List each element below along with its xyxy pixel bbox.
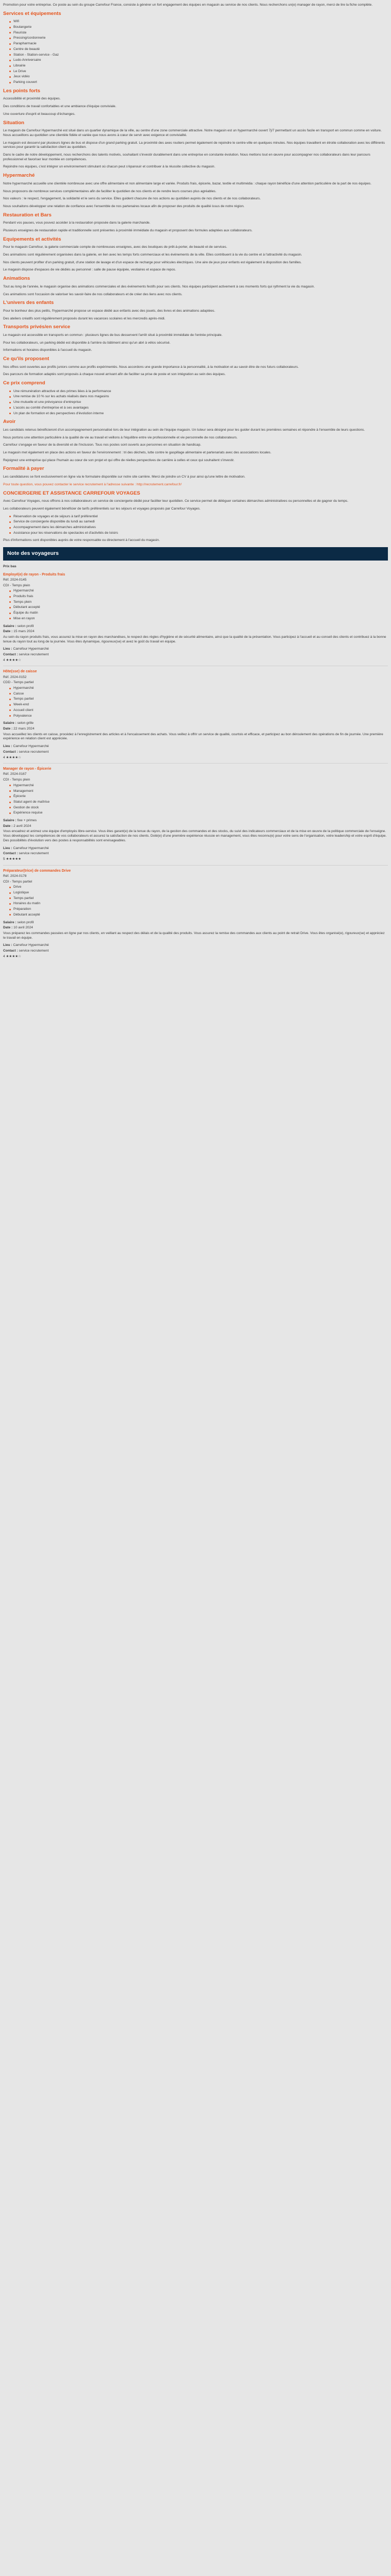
list-item: Une rémunération attractive et des primes liées à la performance [9,389,388,394]
paragraph: Une ouverture d'esprit et beaucoup d'échanges. [3,112,75,116]
offer-tag: Hypermarché [9,686,388,691]
ce-propose-heading: Ce qu'ils proposent [3,356,50,362]
offer-card [3,869,388,959]
service-item: Boulangerie [9,25,388,30]
service-item: Parapharmacie [9,42,388,46]
offer-tag: Logistique [9,891,388,895]
offer-date-label: Date : [3,630,13,634]
paragraph: Le magasin dispose d'espaces de vie dédiés au personnel : salle de pause équipée, vestiaires et espace de repos. [3,268,176,272]
offer-tag: Hypermarché [9,784,388,788]
offer-tag: Épicerie [9,794,388,799]
divider [3,865,388,866]
offer-tag: Statut agent de maîtrise [9,800,388,805]
offer-location-value: Carrefour Hypermarché [13,744,49,749]
offer-salary-label: Salaire : [3,920,17,924]
offer-tag: Temps plein [9,600,388,605]
paragraph: Dans le cadre de notre développement, nous recherchons des talents motivés, souhaitant s'investir durablement dans une entreprise en constante évolution. Nous mettons tout en œuvre pour accompagner nos collaborateurs dans leur parcours professionnel et favoriser leur montée en compétences. [3,153,370,161]
offer-location-value: Carrefour Hypermarché [13,846,49,850]
offer-contact-label: Contact : [3,750,18,754]
offer-tag: Hypermarché [9,589,388,594]
offer-date-label: Date : [3,726,13,731]
concierge-list [3,515,388,536]
paragraph: Plus d'informations sont disponibles auprès de votre responsable ou directement à l'accueil du magasin. [3,538,160,543]
paragraph: Nous souhaitons développer une relation de confiance avec l'ensemble de nos partenaires locaux afin de proposer des produits de qualité issus de notre région. [3,204,245,208]
paragraph: Le magasin met également en place des actions en faveur de l'environnement : tri des déchets, lutte contre le gaspillage alimentaire et partenariats avec des associations locales. [3,451,271,455]
offer-tags [3,885,388,917]
paragraph: Pour le magasin Carrefour, la galerie commerciale compte de nombreuses enseignes, avec des boutiques de prêt-à-porter, de beauté et de services. [3,245,227,249]
paragraph: Pendant vos pauses, vous pouvez accéder à la restauration proposée dans la galerie marchande. [3,221,151,225]
offer-date-value: 15 mars 2024 [13,630,35,634]
offer-tag: Expérience requise [9,811,388,816]
offer-tag: Polyvalence [9,714,388,719]
offer-title[interactable]: Manager de rayon - Épicerie [3,767,52,771]
paragraph[interactable]: Pour toute question, vous pouvez contacter le service recrutement à l'adresse suivante : http://recrutement.carrefour.fr/ [3,482,182,486]
offer-title[interactable]: Préparateur(trice) de commandes Drive [3,869,71,873]
offer-contact-label: Contact : [3,852,18,856]
offer-location-label: Lieu : [3,647,12,651]
offer-rating: 5 ★★★★★ [3,857,22,861]
offer-description: Au sein du rayon produits frais, vous assurez la mise en rayon des marchandises, le respect des règles d'hygiène et de sécurité alimentaire, ainsi que la qualité de la présentation. Vous participez à l'accueil et au conseil des clients et contribuez à la bonne tenue du rayon tout au long de la journée. Vous êtes dynamique, rigoureux(se) et avez le goût du travail en équipe. [3,635,386,643]
formalites-heading: Formalité à payer [3,466,44,472]
offer-tags [3,686,388,718]
offer-contact-value: service recrutement [19,852,49,856]
service-item: Parking couvert [9,80,388,85]
service-item: Centre de beauté [9,47,388,52]
offer-tag: Temps partiel [9,697,388,702]
offer-ref: Réf. 2024-0167 [3,772,27,776]
list-item: L'accès au comité d'entreprise et à ses avantages [9,406,388,411]
offer-date [3,824,388,829]
offer-description: Vous accueillez les clients en caisse, procédez à l'enregistrement des articles et à l'encaissement des achats. Vous veillez à offrir un service de qualité, courtois et efficace, et participez au bon déroulement des opérations de fin de journée. Une première expérience en relation client est appréciée. [3,732,383,741]
loisirs-section [3,300,388,321]
offer-date-value: 2 avril 2024 [13,824,31,828]
service-item: Pressing/cordonnerie [9,36,388,41]
offer-location-label: Lieu : [3,943,12,947]
formalites-section [3,466,388,487]
equipements-heading: Equipements et activités [3,236,61,242]
offer-contact [3,750,388,755]
ce-propose-section [3,356,388,377]
list-item: Un plan de formation et des perspectives d'évolution interne [9,412,388,416]
concierge-heading: CONCIERGERIE ET ASSISTANCE CARREFOUR VOYAGES [3,490,140,496]
offer-tag: Management [9,789,388,794]
paragraph: Pour les collaborateurs, un parking dédié est disponible à l'arrière du bâtiment ainsi qu'un abri à vélos sécurisé. [3,341,171,345]
offer-tag: Gestion de stock [9,806,388,810]
restauration-section [3,212,388,233]
services-section [3,11,388,85]
offer-tag: Mise en rayon [9,617,388,621]
offer-tag: Caisse [9,692,388,697]
ce-prix-section [3,380,388,416]
offer-location-value: Carrefour Hypermarché [13,943,49,947]
service-item: Jeux vidéo [9,75,388,79]
offer-contact [3,949,388,954]
points-forts-heading: Les points forts [3,88,40,94]
paragraph: Ces animations sont l'occasion de valoriser les savoir-faire de nos collaborateurs et de créer des liens avec nos clients. [3,292,183,296]
offer-description: Vous préparez les commandes passées en ligne par nos clients, en veillant au respect des délais et de la qualité des produits. Vous assurez la remise des commandes aux clients au point de retrait Drive. Vous êtes organisé(e), rigoureux(se) et appréciez le travail en équipe. [3,931,385,940]
offer-salary [3,819,388,823]
offer-salary [3,921,388,925]
offer-type: CDI - Temps partiel [3,879,32,884]
services-heading: Services et équipements [3,10,61,16]
paragraph: Des conditions de travail confortables et une ambiance d'équipe conviviale. [3,105,117,109]
paragraph: Notre hypermarché accueille une clientèle nombreuse avec une offre alimentaire et non alimentaire large et variée. Produits frais, épicerie, bazar, textile et multimédia : chaque rayon bénéficie d'une attention particulière de la part de nos équipes. [3,181,372,185]
offer-contact [3,653,388,657]
paragraph: Les candidats retenus bénéficieront d'un accompagnement personnalisé lors de leur intégration au sein de l'équipe magasin. Un tuteur sera désigné pour les guider durant les premières semaines et répondre à l'ensemble de leurs questions. [3,428,365,432]
avoir-section [3,419,388,463]
animations-heading: Animations [3,276,30,282]
offer-ref: Réf. 2024-0145 [3,578,27,582]
offer-tags [3,784,388,816]
equipements-section [3,236,388,273]
paragraph: Nos clients peuvent profiter d'un parking gratuit, d'une station de lavage et d'un espace de recharge pour véhicules électriques. Une aire de jeux pour enfants est également à disposition des familles. [3,260,302,264]
offer-ref: Réf. 2024-0152 [3,675,27,679]
offer-salary-label: Salaire : [3,721,17,725]
service-item: Wifi [9,20,388,24]
offer-tag: Débutant accepté [9,605,388,610]
paragraph: Nous portons une attention particulière à la qualité de vie au travail et veillons à l'équilibre entre vie professionnelle et vie personnelle de nos collaborateurs. [3,435,238,439]
offer-contact [3,852,388,856]
paragraph: Carrefour s'engage en faveur de la diversité et de l'inclusion. Tous nos postes sont ouverts aux personnes en situation de handicap. [3,443,201,447]
concierge-section [3,490,388,544]
offer-card [3,669,388,764]
offer-type: CDD - Temps partiel [3,681,34,685]
offer-description: Vous encadrez et animez une équipe d'employés libre-service. Vous êtes garant(e) de la tenue du rayon, de la gestion des commandes et des stocks, du suivi des indicateurs commerciaux et de la mise en œuvre de la politique commerciale de l'enseigne. Vous développez les compétences de vos collaborateurs et assurez la satisfaction de nos clients. Doté(e) d'une première expérience réussie en management, vous êtes reconnu(e) pour votre sens de l'organisation, votre leadership et votre esprit d'équipe. Des possibilités d'évolution vers des postes à responsabilités sont envisageables. [3,829,387,842]
paragraph: Les collaborateurs peuvent également bénéficier de tarifs préférentiels sur les séjours et voyages proposés par Carrefour Voyages. [3,506,201,511]
list-item: Une remise de 10 % sur les achats réalisés dans nos magasins [9,395,388,399]
offer-salary-label: Salaire : [3,819,17,823]
offer-salary-value: selon grille [17,721,34,725]
points-forts-section [3,88,388,117]
loisirs-heading: L'univers des enfants [3,300,54,306]
offer-tag: Week-end [9,703,388,707]
paragraph: Pour le bonheur des plus petits, l'hypermarché propose un espace dédié aux enfants avec des jouets, des livres et des animations adaptées. [3,309,216,313]
offer-tag: Équipe du matin [9,611,388,616]
service-item: Fleuriste [9,31,388,36]
offer-rating: 4 ★★★★☆ [3,755,22,759]
animations-section [3,276,388,297]
service-item: Le Drive [9,70,388,74]
offer-date-label: Date : [3,926,13,930]
list-item: Service de conciergerie disponible du lundi au samedi [9,520,388,524]
offer-location-label: Lieu : [3,846,12,850]
paragraph: Des parcours de formation adaptés sont proposés à chaque nouvel arrivant afin de faciliter sa prise de poste et son intégration au sein des équipes. [3,372,226,377]
paragraph: Nous proposons de nombreux services complémentaires afin de faciliter le quotidien de nos clients et de rendre leurs courses plus agréables. [3,189,217,193]
offer-date [3,926,388,930]
offer-date-value: 10 avril 2024 [13,926,33,930]
list-item: Assistance pour les réservations de spectacles et d'activités de loisirs [9,531,388,536]
service-item: Station - Station-service - Gaz [9,53,388,58]
offer-title[interactable]: Employé(e) de rayon - Produits frais [3,572,66,577]
offer-location [3,744,388,749]
offer-title[interactable]: Hôte(sse) de caisse [3,670,37,674]
transports-section [3,324,388,353]
hyper-heading: Hypermarché [3,173,35,179]
offer-salary [3,721,388,726]
notes-count: Prix bas [3,564,17,568]
hyper-section [3,173,388,209]
paragraph: Le magasin de Carrefour Hypermarché est situé dans un quartier dynamique de la ville, au centre d'une zone commerciale attractive. Notre magasin est un hypermarché ouvert 7j/7 permettant un accès facile en transport en commun comme en voiture. Nous accueillons au quotidien une clientèle fidèle et variée que nous avons à cœur de servir avec exigence et convivialité. [3,129,382,137]
paragraph: Des animations sont régulièrement organisées dans la galerie, en lien avec les temps forts commerciaux et les événements de la ville. Elles contribuent à la vie du centre et à l'attractivité du magasin. [3,253,302,257]
offer-salary-value: fixe + primes [17,819,37,823]
ce-prix-heading: Ce prix comprend [3,380,45,386]
offer-rating: 4 ★★★★☆ [3,954,22,958]
offer-location-label: Lieu : [3,744,12,749]
list-item: Réservation de voyages et de séjours à tarif préférentiel [9,515,388,519]
offer-tag: Temps partiel [9,896,388,901]
intro-text: Promotion pour votre entreprise. Ce poste au sein du groupe Carrefour France, consiste à générer un fort engagement des équipes en magasin au service de nos clients. Nous recherchons un(e) manager de rayon, merci de lire la fiche complète. [3,3,373,7]
offer-contact-label: Contact : [3,949,18,953]
transports-heading: Transports privés/en service [3,324,71,330]
offer-contact-value: service recrutement [19,653,49,657]
offer-tag: Horaires du matin [9,902,388,906]
offer-contact-label: Contact : [3,653,18,657]
paragraph: Le magasin est accessible en transports en commun : plusieurs lignes de bus desservent l'arrêt situé à proximité immédiate de l'entrée principale. [3,333,223,337]
offer-salary-value: selon profil [17,920,34,924]
restauration-heading: Restauration et Bars [3,212,52,218]
offer-salary [3,624,388,629]
situation-heading: Situation [3,120,25,126]
paragraph: Plusieurs enseignes de restauration rapide et traditionnelle sont présentes à proximité immédiate du magasin et proposent des formules adaptées aux collaborateurs. [3,228,253,232]
paragraph: Rejoignez une entreprise qui place l'humain au cœur de son projet et qui offre de réelles perspectives de carrière à celles et ceux qui souhaitent s'investir. [3,458,235,462]
offer-salary-value: selon profil [17,624,34,628]
paragraph: Nos valeurs : le respect, l'engagement, la solidarité et le sens du service. Elles guident chacune de nos actions au quotidien auprès de nos clients et de nos collaborateurs. [3,197,261,201]
paragraph: Informations et horaires disponibles à l'accueil du magasin. [3,348,92,352]
offers-section [3,565,388,959]
offer-tag: Drive [9,885,388,890]
list-item: Accompagnement dans les démarches administratives [9,526,388,530]
offer-tag: Accueil client [9,708,388,713]
service-item: Librairie [9,64,388,69]
offer-date-value: 22 mars 2024 [13,726,35,731]
avoir-heading: Avoir [3,419,16,425]
offer-contact-value: service recrutement [19,949,49,953]
offer-contact-value: service recrutement [19,750,49,754]
offer-location-value: Carrefour Hypermarché [13,647,49,651]
offer-card [3,767,388,865]
paragraph: Des ateliers créatifs sont régulièrement proposés durant les vacances scolaires et les mercredis après-midi. [3,316,166,320]
page [0,0,391,959]
offer-date [3,630,388,634]
paragraph: Avec Carrefour Voyages, nous offrons à nos collaborateurs un service de conciergerie dédié pour faciliter leur quotidien. Ce service permet de déléguer certaines démarches administratives ou personnelles et de gagner du temps. [3,499,349,503]
offer-type: CDI - Temps plein [3,778,30,782]
paragraph: Tout au long de l'année, le magasin organise des animations commerciales et des événements festifs pour ses clients. Nos équipes participent activement à ces moments forts qui rythment la vie du magasin. [3,284,315,289]
paragraph: Les candidatures se font exclusivement en ligne via le formulaire disponible sur notre site carrière. Merci de joindre un CV à jour ainsi qu'une lettre de motivation. [3,475,246,479]
offer-tag: Débutant accepté [9,913,388,918]
offer-tag: Produits frais [9,595,388,599]
notes-banner: Note des voyageurs [3,547,388,561]
paragraph: Le magasin est desservi par plusieurs lignes de bus et dispose d'un grand parking gratuit. La proximité des axes routiers permet également de rejoindre le centre-ville en quelques minutes. Nos équipes travaillent en étroite collaboration avec les différents services pour garantir la satisfaction client au quotidien. [3,141,385,149]
offer-type: CDI - Temps plein [3,583,30,587]
offer-date [3,727,388,732]
paragraph: Accessibilité et proximité des équipes. [3,97,61,101]
offer-card [3,572,388,667]
services-list [3,20,388,84]
offer-tags [3,589,388,621]
offer-rating: 4 ★★★★☆ [3,658,22,662]
offer-salary-label: Salaire : [3,624,17,628]
offer-date-label: Date : [3,824,13,828]
paragraph: Rejoindre nos équipes, c'est intégrer un environnement stimulant où chacun peut s'épanouir et contribuer à la réussite collective du magasin. [3,165,216,169]
offer-location [3,846,388,851]
paragraph: Nos offres sont ouvertes aux profils juniors comme aux profils expérimentés. Nous accordons une grande importance à la personnalité, à la motivation et au savoir-être de nos futurs collaborateurs. [3,365,299,369]
offer-ref: Réf. 2024-0178 [3,874,27,878]
list-item: Une mutuelle et une prévoyance d'entreprise [9,400,388,405]
offer-location [3,647,388,652]
situation-section [3,120,388,170]
divider [3,763,388,764]
offer-tag: Préparation [9,907,388,912]
service-item: Ludo-Anniversaire [9,58,388,63]
offer-location [3,943,388,948]
ce-prix-list [3,389,388,416]
